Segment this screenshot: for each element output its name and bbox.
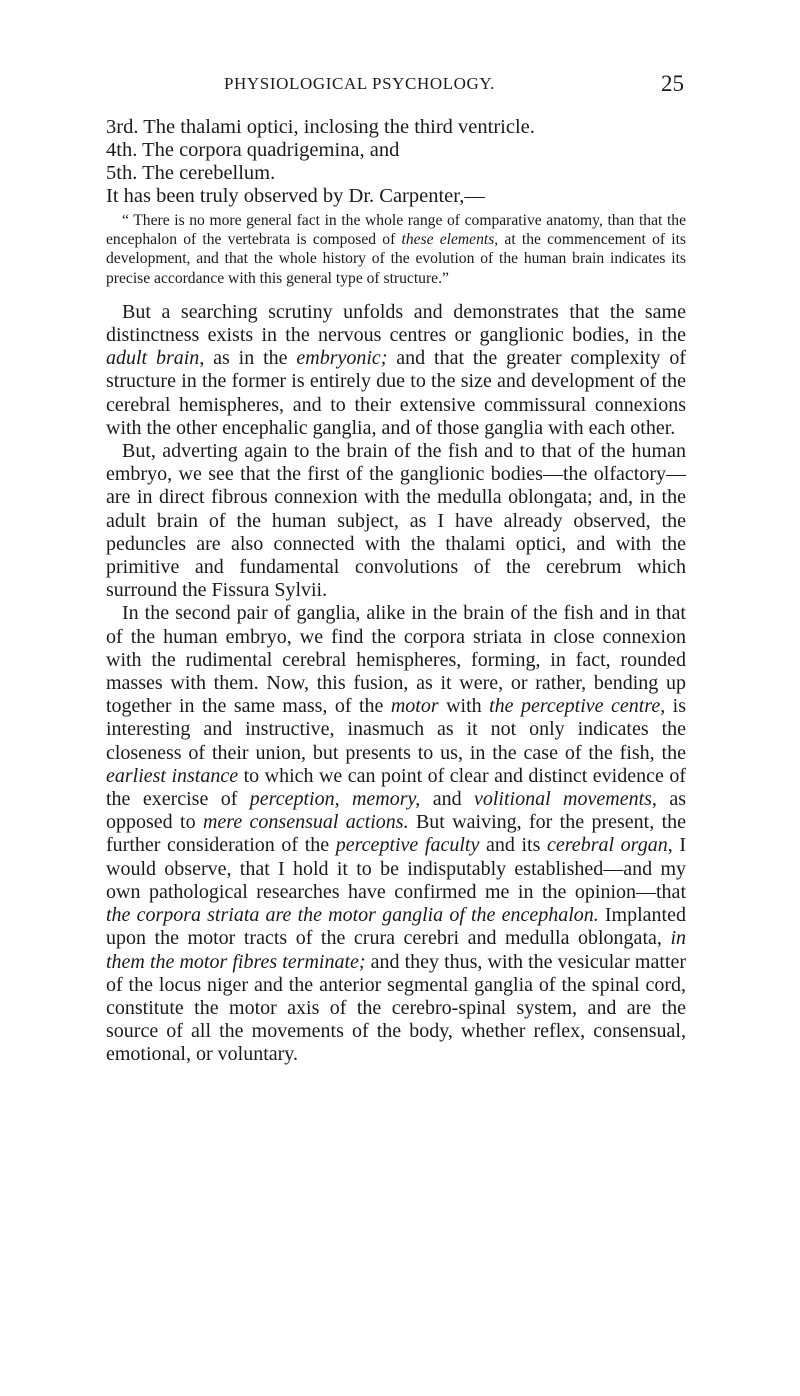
text-run: In the second pair of ganglia, alike in the brain of the fish and in that of the human embryo, we find the corpora striata in close connexion with the rudimental cerebral hemispheres, forming, in fact, rounded masses with them. Now, this fusion, as it were, or rather, bending up together in the same mass, of the xyxy=(106,602,686,718)
text-run: But waiving, for the present, the further consideration of the xyxy=(106,811,687,857)
text-run: with xyxy=(438,695,490,718)
italic-run: perceptive faculty xyxy=(335,834,480,857)
text-run: “ There is no more general fact in the whole range of comparative anatomy, than that the encephalon of the vertebrata is composed of xyxy=(106,212,686,249)
body-text xyxy=(106,116,686,1067)
text-run: But, adverting again to the brain of the fish and to that of the human embryo, we see that the first of the ganglionic bodies—the olfactory—are in direct fibrous connexion with the medulla oblongata; and, in the adult brain of the human subject, as I have already observed, the peduncles are also connected with the thalami optici, and with the primitive and fundamental convolutions of the cerebrum which surround the Fissura Sylvii. xyxy=(106,440,686,602)
italic-run: in them the motor fibres terminate; xyxy=(106,927,686,973)
text-run: But a searching scrutiny unfolds and demonstrates that the same distinctness exists in the nervous centres or ganglionic bodies, in the xyxy=(106,300,686,347)
list-item-3rd: 3rd. The thalami optici, inclosing the third ventricle. xyxy=(106,116,535,138)
text-run: and they thus, with the vesicular matter of the locus niger and the anterior segmental ganglia of the spinal cord, constitute the motor axis of the cerebro-spinal system, and are the source of all the movements of the body, whether reflex, consensual, emotional, or voluntary. xyxy=(106,950,686,1066)
list-item-5th: 5th. The cerebellum. xyxy=(106,162,276,184)
running-header xyxy=(224,71,684,96)
italic-run: motor xyxy=(390,695,439,718)
text-run: , at the commencement of its development, and that the whole history of the evolution of the human brain indicates its precise accordance with this general type of structure.” xyxy=(106,231,687,287)
text-run: Implanted upon the motor tracts of the crura cerebri and medulla oblongata, xyxy=(106,904,686,950)
text-run: , is interesting and instructive, inasmuch as it not only indicates the closeness of their union, but presents to us, in the case of the fish, the xyxy=(106,695,686,764)
italic-run: mere consensual actions. xyxy=(202,811,409,834)
text-run: , as in the xyxy=(199,347,297,370)
carpenter-quote xyxy=(106,211,686,288)
text-run: , I would observe, that I hold it to be indisputably established—and my own pathological researches have confirmed me in the opinion—that xyxy=(106,834,686,903)
paragraph-2 xyxy=(106,440,686,602)
text-run: and its xyxy=(479,834,548,857)
italic-run: adult brain xyxy=(106,347,200,370)
text-run: and that the greater complexity of structure in the former is entirely due to the size and development of the cerebral hemispheres, and to their extensive commissural connexions with the other encephalic ganglia, and of those ganglia with each other. xyxy=(106,347,687,439)
carpenter-intro: It has been truly observed by Dr. Carpenter,— xyxy=(106,185,485,207)
italic-run: embryonic; xyxy=(296,347,388,370)
paragraph-1 xyxy=(106,301,686,440)
paragraph-3 xyxy=(106,602,686,1066)
italic-run: perception, memory, xyxy=(249,788,421,811)
italic-run: the corpora striata are the motor ganglia of the encephalon. xyxy=(106,904,599,927)
italic-run: these elements xyxy=(401,231,495,249)
page-number: 25 xyxy=(661,71,684,96)
text-run: , as opposed to xyxy=(106,788,686,834)
list-item-4th: 4th. The corpora quadrigemina, and xyxy=(106,139,400,161)
text-run: and xyxy=(420,788,474,811)
italic-run: cerebral organ xyxy=(547,834,668,857)
text-run: to which we can point of clear and distinct evidence of the exercise of xyxy=(106,764,686,811)
italic-run: the perceptive centre xyxy=(489,695,661,718)
header-title: PHYSIOLOGICAL PSYCHOLOGY. xyxy=(224,74,495,93)
italic-run: earliest instance xyxy=(106,764,239,787)
italic-run: volitional movements xyxy=(474,788,652,811)
